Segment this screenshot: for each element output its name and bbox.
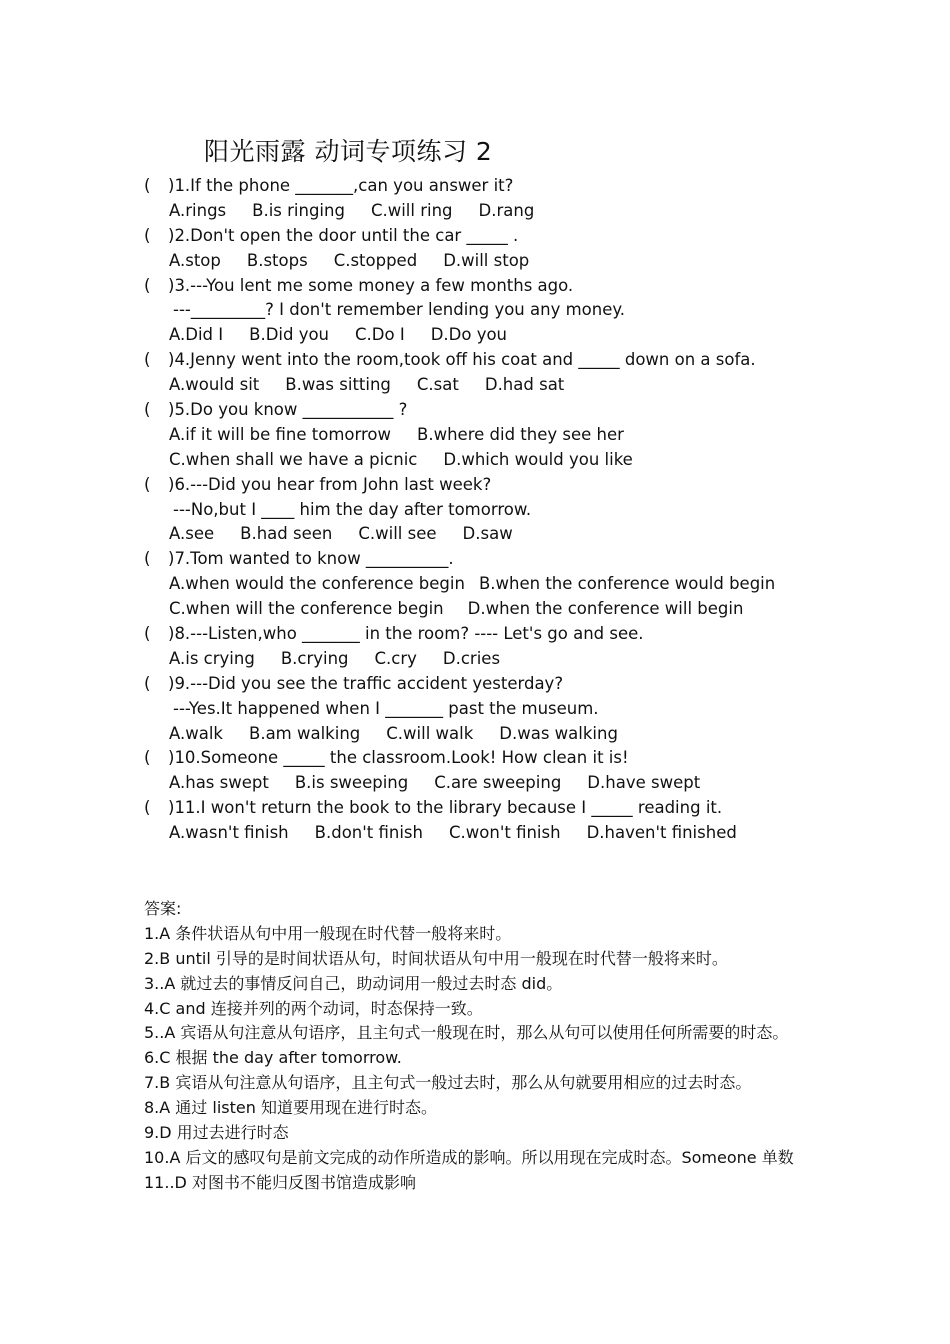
answers-heading: 答案: xyxy=(144,899,182,918)
option-b: B.when the conference would begin xyxy=(478,574,776,594)
option-b: B.Did you xyxy=(249,325,330,345)
option-c: C.are sweeping xyxy=(434,773,562,793)
option-b: B.crying xyxy=(280,648,349,668)
question-3-reply: ---_________? I don't remember lending you any money. xyxy=(173,300,626,320)
option-c: C.will walk xyxy=(386,723,474,743)
option-a: A.stop xyxy=(169,250,221,270)
option-a: A.wasn't finish xyxy=(169,823,289,843)
option-a: A.has swept xyxy=(169,773,269,793)
option-c: C.cry xyxy=(374,648,417,668)
question-8-options xyxy=(144,647,864,672)
option-a: A.when would the conference begin xyxy=(169,574,465,594)
option-c: C.sat xyxy=(416,375,459,395)
question-10: ( )10.Someone _____ the classroom.Look! How clean it is! xyxy=(144,748,629,768)
question-stem: 8.---Listen,who _______ in the room? ---- Let's go and see. xyxy=(174,624,644,644)
option-c: C.when will the conference begin xyxy=(169,599,444,619)
option-d: D.will stop xyxy=(443,250,530,270)
question-3-options xyxy=(144,323,864,348)
answer-item: 2.B until 引导的是时间状语从句，时间状语从句中用一般现在时代替一般将来时。 xyxy=(144,948,728,968)
question-5: ( )5.Do you know ___________ ? xyxy=(144,400,408,420)
question-2-options xyxy=(144,249,864,274)
answer-key xyxy=(144,897,814,1196)
question-5-options-row-2 xyxy=(144,448,864,473)
question-4-options xyxy=(144,373,864,398)
question-6-options xyxy=(144,522,864,547)
question-stem: 2.Don't open the door until the car _____ . xyxy=(174,225,519,245)
question-stem: 1.If the phone _______,can you answer it? xyxy=(174,176,514,195)
option-c: C.will ring xyxy=(370,200,453,220)
option-c: C.will see xyxy=(358,524,437,544)
option-d: D.had sat xyxy=(484,375,565,395)
question-2: ( )2.Don't open the door until the car _____ . xyxy=(144,225,519,245)
option-c: C.when shall we have a picnic xyxy=(169,449,418,469)
question-stem: 4.Jenny went into the room,took off his coat and _____ down on a sofa. xyxy=(174,350,756,370)
answer-item: 7.B 宾语从句注意从句语序，且主句式一般过去时，那么从句就要用相应的过去时态。 xyxy=(144,1073,752,1093)
answer-item: 4.C and 连接并列的两个动词，时态保持一致。 xyxy=(144,998,483,1018)
option-b: B.was sitting xyxy=(285,375,391,395)
option-b: B.stops xyxy=(246,250,308,270)
option-d: D.which would you like xyxy=(443,449,633,469)
option-d: D.saw xyxy=(462,524,513,544)
question-paren-close: ) xyxy=(168,176,175,195)
answer-item: 9.D 用过去进行时态 xyxy=(144,1123,289,1143)
answer-item: 8.A 通过 listen 知道要用现在进行时态。 xyxy=(144,1098,437,1118)
answer-item: 5..A 宾语从句注意从句语序，且主句式一般现在时，那么从句可以使用任何所需要的时态。 xyxy=(144,1023,789,1043)
question-stem: 3.---You lent me some money a few months ago. xyxy=(174,275,574,295)
answer-item: 3..A 就过去的事情反问自己，助动词用一般过去时态 did。 xyxy=(144,973,563,993)
option-a: A.Did I xyxy=(169,325,224,345)
option-b: B.had seen xyxy=(240,524,333,544)
question-4: ( )4.Jenny went into the room,took off his coat and _____ down on a sofa. xyxy=(144,350,756,370)
question-1 xyxy=(144,174,864,199)
option-b: B.where did they see her xyxy=(417,424,624,444)
option-b: B.is ringing xyxy=(252,200,345,220)
answer-item: 1.A 条件状语从句中用一般现在时代替一般将来时。 xyxy=(144,923,512,943)
option-c: C.stopped xyxy=(333,250,418,270)
option-d: D.have swept xyxy=(587,773,701,793)
answer-item: 11..D 对图书不能归反图书馆造成影响 xyxy=(144,1172,416,1192)
answer-blank: ( xyxy=(144,176,151,195)
page-title: 阳光雨露 动词专项练习 2 xyxy=(204,137,493,166)
option-a: A.would sit xyxy=(169,375,260,395)
option-a: A.if it will be fine tomorrow xyxy=(169,424,392,444)
question-7-options-row-2 xyxy=(144,597,864,622)
option-d: D.rang xyxy=(478,200,535,220)
question-list xyxy=(144,174,864,846)
question-8: ( )8.---Listen,who _______ in the room? ---- Let's go and see. xyxy=(144,624,644,644)
option-b: B.don't finish xyxy=(314,823,423,843)
option-a: A.see xyxy=(169,524,215,544)
question-stem: 10.Someone _____ the classroom.Look! How clean it is! xyxy=(174,748,629,768)
option-d: D.haven't finished xyxy=(586,823,737,843)
question-3: ( )3.---You lent me some money a few months ago. xyxy=(144,275,574,295)
answer-item: 10.A 后文的感叹句是前文完成的动作所造成的影响。所以用现在完成时态。Someone 单数 xyxy=(144,1147,794,1167)
question-11: ( )11.I won't return the book to the library because I _____ reading it. xyxy=(144,798,723,818)
question-stem: 7.Tom wanted to know __________. xyxy=(174,549,454,569)
option-c: C.Do I xyxy=(355,325,405,345)
question-6: ( )6.---Did you hear from John last week? xyxy=(144,474,492,494)
question-9: ( )9.---Did you see the traffic accident yesterday? xyxy=(144,673,564,693)
question-10-options xyxy=(144,771,864,796)
option-b: B.is sweeping xyxy=(294,773,409,793)
question-1-options xyxy=(144,199,864,224)
option-d: D.cries xyxy=(442,648,501,668)
option-d: D.when the conference will begin xyxy=(467,599,744,619)
question-9-reply: ---Yes.It happened when I _______ past the museum. xyxy=(173,698,599,718)
question-stem: 9.---Did you see the traffic accident yesterday? xyxy=(174,673,564,693)
option-c: C.won't finish xyxy=(449,823,561,843)
answer-item: 6.C 根据 the day after tomorrow. xyxy=(144,1048,402,1068)
question-9-options xyxy=(144,722,864,747)
option-d: D.Do you xyxy=(430,325,508,345)
question-6-reply: ---No,but I ____ him the day after tomorrow. xyxy=(173,499,532,519)
option-a: A.walk xyxy=(169,723,223,743)
option-b: B.am walking xyxy=(249,723,361,743)
question-stem: 6.---Did you hear from John last week? xyxy=(174,474,492,494)
question-7-options-row-1 xyxy=(144,572,864,597)
question-7: ( )7.Tom wanted to know __________. xyxy=(144,549,454,569)
question-stem: 11.I won't return the book to the library because I _____ reading it. xyxy=(174,798,723,818)
option-a: A.rings xyxy=(169,200,227,220)
option-d: D.was walking xyxy=(499,723,618,743)
question-5-options-row-1 xyxy=(144,423,864,448)
option-a: A.is crying xyxy=(169,648,255,668)
question-stem: 5.Do you know ___________ ? xyxy=(174,400,408,420)
question-11-options xyxy=(144,821,864,846)
